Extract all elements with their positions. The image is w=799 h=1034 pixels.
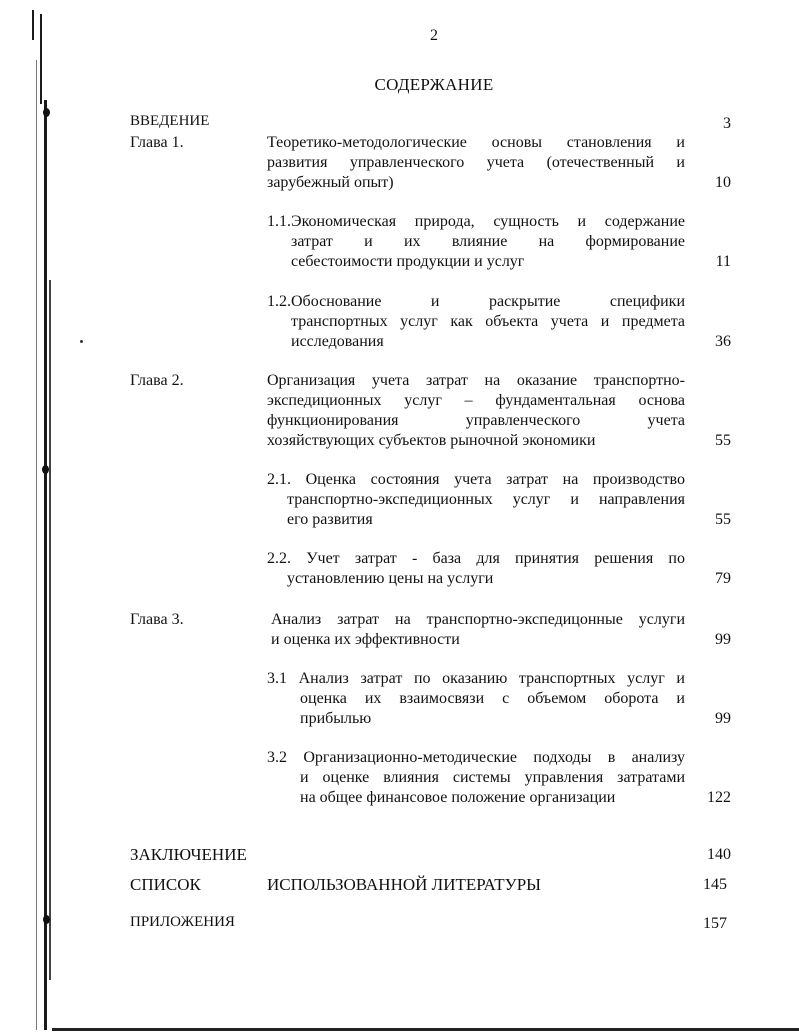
chapter1-label: Глава 1. [130,134,184,151]
chapter2-label: Глава 2. [130,372,184,389]
chapter1-line: зарубежный опыт) [267,174,394,191]
chapter2-line: экспедиционных услуг – фундаментальная основа [267,392,685,409]
chapter2-line: Организация учета затрат на оказание транспортно- [267,372,685,389]
references-page: 145 [703,876,727,893]
section3-1-page: 99 [715,710,731,727]
section2-1-title [267,470,685,530]
section3-2-title [267,748,685,808]
section1-2-line: исследования [291,333,384,350]
chapter2-title [267,371,685,451]
section1-2-page: 36 [715,333,731,350]
section1-1-page: 11 [715,253,731,270]
chapter3-page: 99 [715,631,731,648]
section3-2-page: 122 [707,789,731,806]
scan-bottom-edge [52,1028,799,1031]
section2-1-line: транспортно-экспедиционных услуг и направления [287,491,685,508]
section3-2-line: и оценке влияния системы управления затратами [300,769,685,786]
chapter3-label: Глава 3. [130,611,184,628]
section3-1-line: прибылью [300,710,372,727]
section3-1-title [267,669,685,729]
section2-2-title [267,549,685,589]
scan-binding-edge [30,0,56,1034]
chapter2-page: 55 [715,432,731,449]
chapter2-line: функционирования управленческого учета [267,412,685,429]
section1-1-title [267,212,685,272]
intro-page: 3 [723,115,731,132]
section1-2-title [267,292,685,352]
section2-1-page: 55 [715,511,731,528]
section1-2-line: 1.2.Обоснование и раскрытие специфики [267,293,685,310]
section1-1-line: себестоимости продукции и услуг [291,253,525,270]
page-number: 2 [430,27,438,44]
section2-2-page: 79 [715,570,731,587]
section3-2-line: на общее финансовое положение организации [300,789,616,806]
conclusion-label: ЗАКЛЮЧЕНИЕ [130,845,247,864]
section1-1-line: затрат и их влияние на формирование [291,233,685,250]
section2-1-line: 2.1. Оценка состояния учета затрат на производство [267,471,685,488]
section1-2-line: транспортных услуг как объекта учета и предмета [291,313,685,330]
section2-2-line: 2.2. Учет затрат - база для принятия решения по [267,550,685,567]
scan-speck [80,340,83,343]
section3-1-line: оценка их взаимосвязи с объемом оборота и [300,690,685,707]
appendices-page: 157 [703,915,727,932]
section2-2-line: установлению цены на услуги [287,570,494,587]
chapter3-title [271,610,685,650]
references-label-part1: СПИСОК [130,875,201,894]
conclusion-page: 140 [707,846,731,863]
appendices-label: ПРИЛОЖЕНИЯ [130,914,235,930]
chapter1-page: 10 [715,174,731,191]
chapter1-title [267,133,685,193]
chapter3-line: Анализ затрат на транспортно-экспедицонные услуги [271,611,685,628]
chapter2-line: хозяйствующих субъектов рыночной экономики [267,432,596,449]
references-label-part2: ИСПОЛЬЗОВАННОЙ ЛИТЕРАТУРЫ [267,875,542,894]
chapter1-line: Теоретико-методологические основы становления и [267,134,685,151]
toc-title: СОДЕРЖАНИЕ [374,75,494,94]
chapter3-line: и оценка их эффективности [271,631,460,648]
section1-1-line: 1.1.Экономическая природа, сущность и содержание [267,213,685,230]
section3-2-line: 3.2 Организационно-методические подходы в анализу [267,749,685,766]
chapter1-line: развития управленческого учета (отечественный и [267,154,685,171]
section2-1-line: его развития [287,511,373,528]
section3-1-line: 3.1 Анализ затрат по оказанию транспортных услуг и [267,670,685,687]
intro-label: ВВЕДЕНИЕ [130,113,210,129]
